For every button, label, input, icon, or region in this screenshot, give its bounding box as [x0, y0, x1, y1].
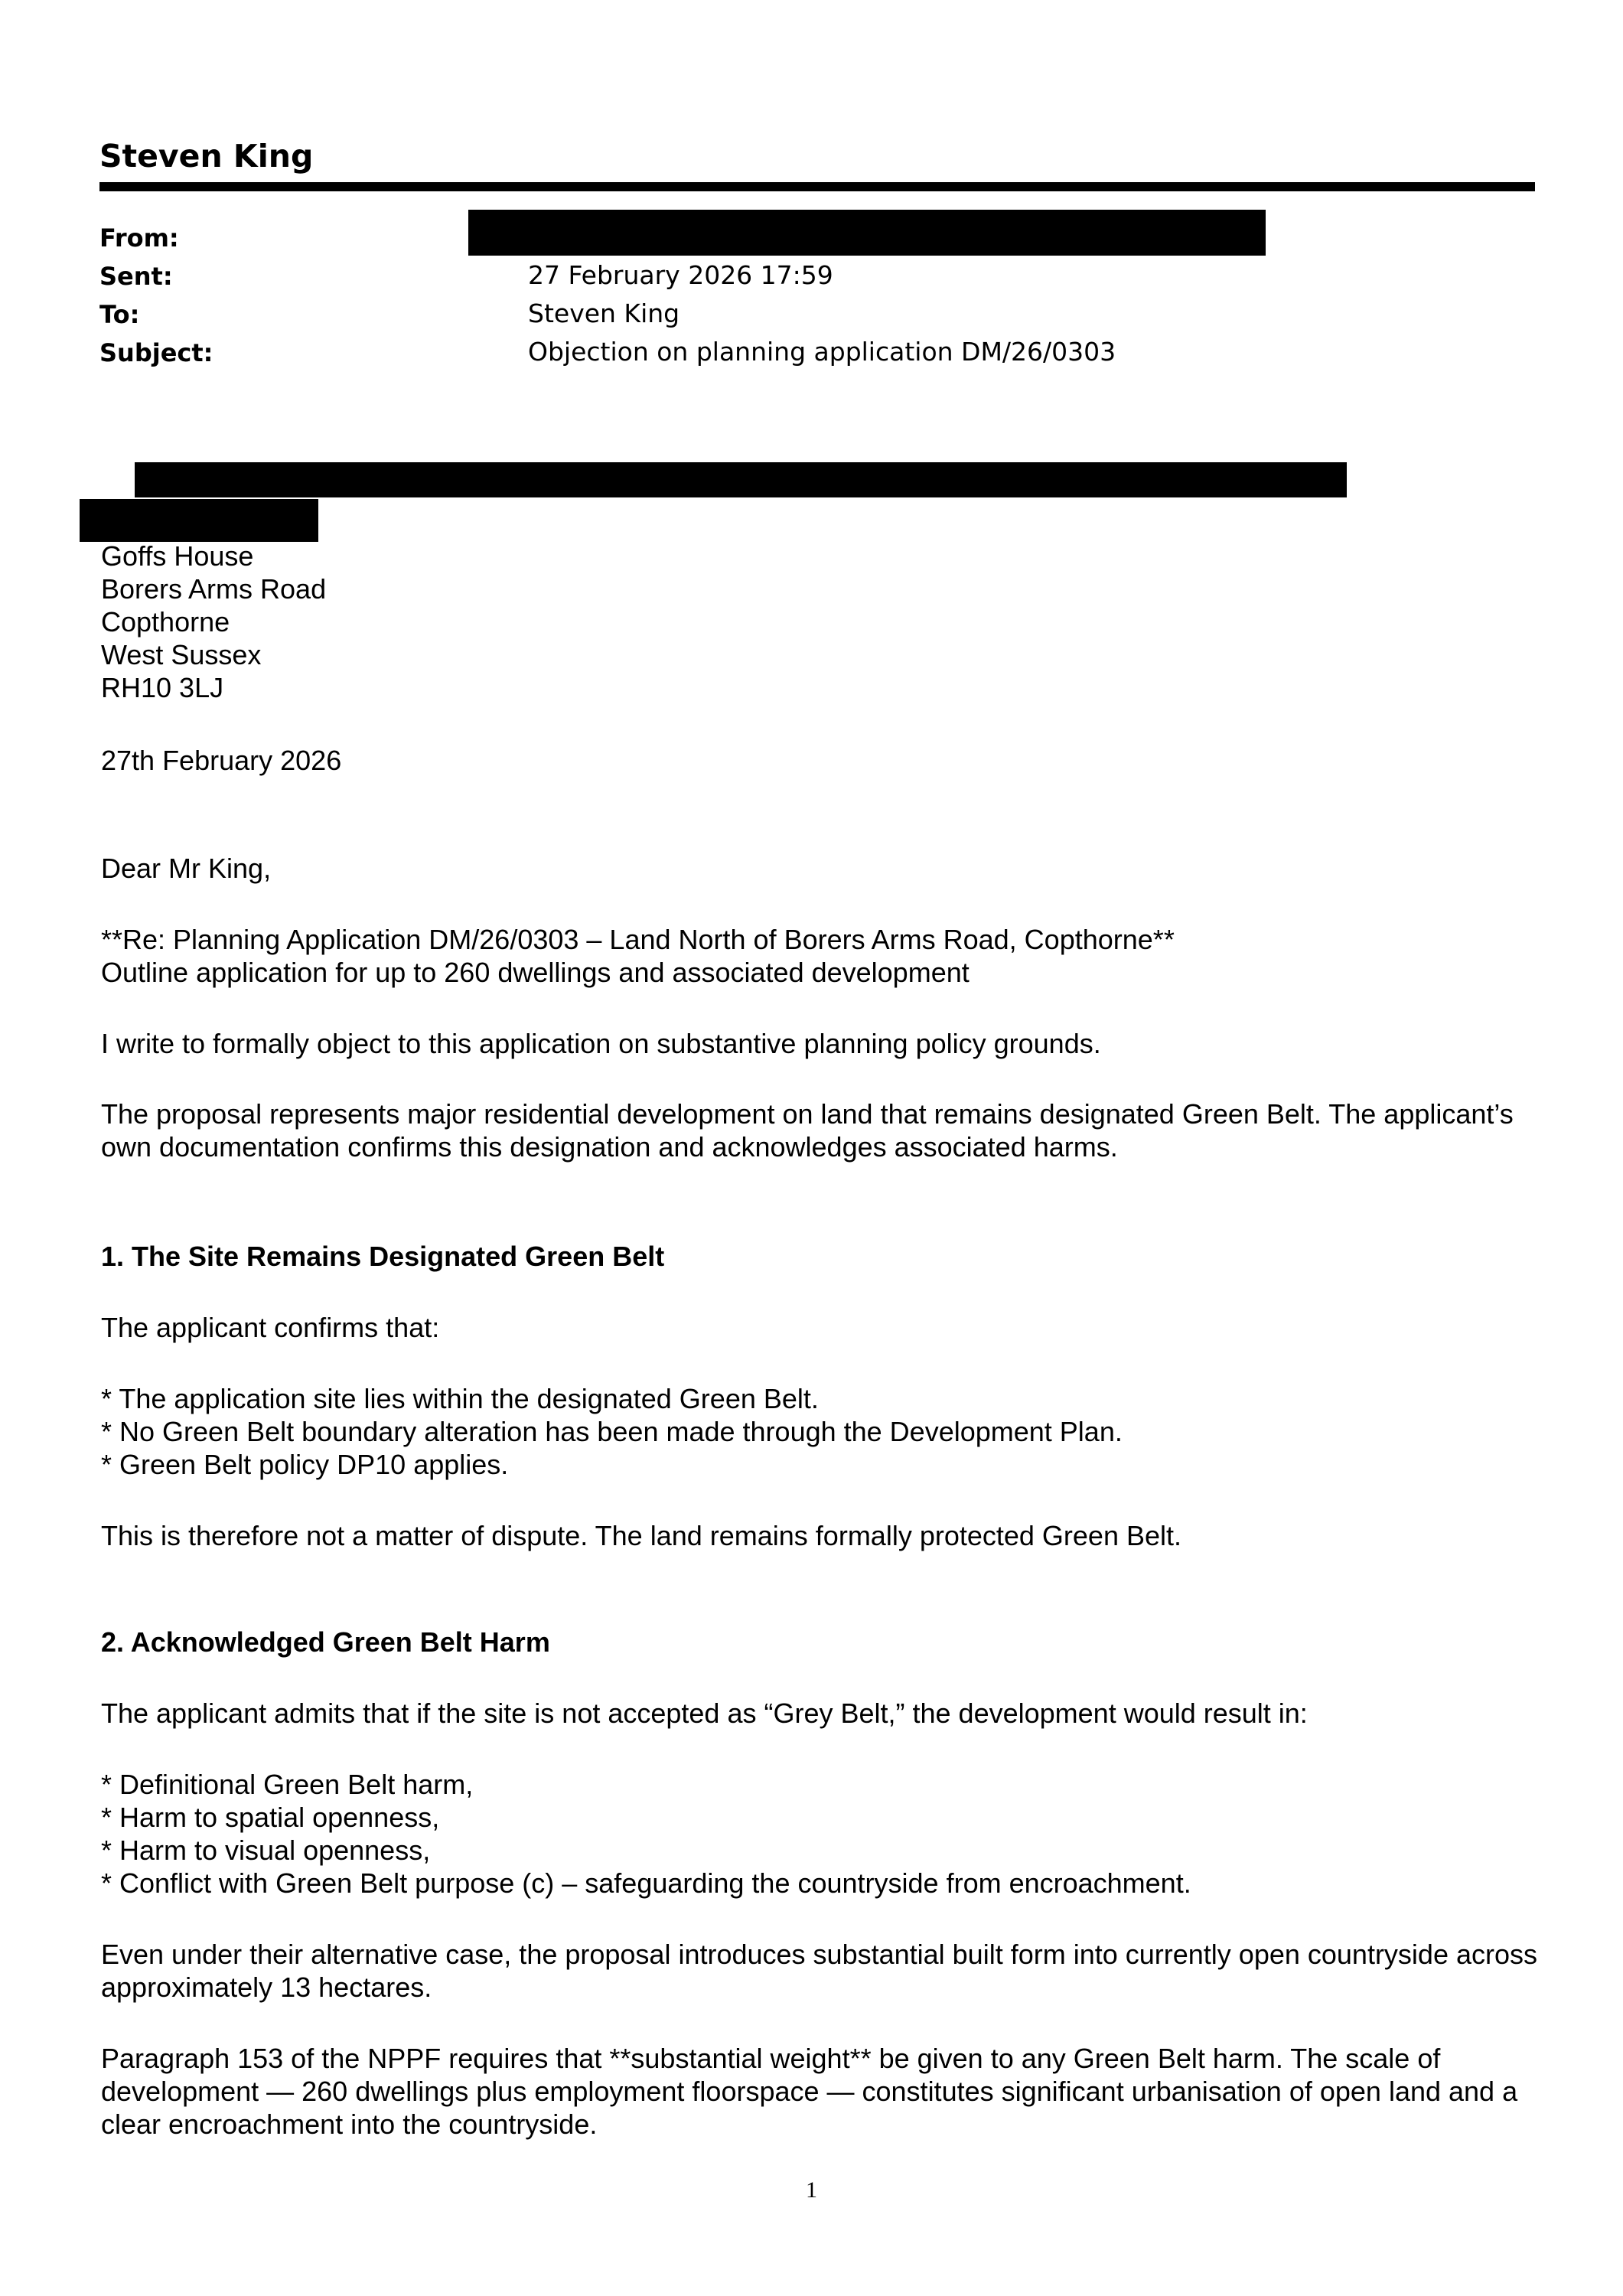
intro-paragraph-2: The proposal represents major residential development on land that remains designated Green Belt. The applicant’s own documentation confirms this designation and acknowledges associated harms. [101, 1098, 1514, 1163]
address-line: West Sussex [101, 639, 262, 670]
section-paragraph: Even under their alternative case, the proposal introduces substantial built form into currently open countryside across approximately 13 hectares. [101, 1939, 1538, 2003]
bullet-item: * Harm to spatial openness, [101, 1802, 440, 1833]
redacted-from-address [468, 210, 1266, 256]
sent-label: Sent: [99, 262, 173, 291]
re-line: **Re: Planning Application DM/26/0303 – Land North of Borers Arms Road, Copthorne** [101, 924, 1175, 955]
to-label: To: [99, 300, 140, 329]
sent-value: 27 February 2026 17:59 [528, 260, 833, 290]
sender-name: Steven King [99, 138, 314, 174]
bullet-item: * Green Belt policy DP10 applies. [101, 1449, 509, 1480]
intro-paragraph: I write to formally object to this application on substantive planning policy grounds. [101, 1028, 1101, 1059]
re-subline: Outline application for up to 260 dwellings and associated development [101, 957, 970, 988]
to-value: Steven King [528, 298, 680, 328]
redacted-sender-line-2 [80, 499, 318, 542]
section-lead: The applicant admits that if the site is not accepted as “Grey Belt,” the development would result in: [101, 1698, 1308, 1729]
bullet-item: * No Green Belt boundary alteration has been made through the Development Plan. [101, 1416, 1123, 1447]
bullet-item: * Harm to visual openness, [101, 1835, 431, 1866]
address-line: Borers Arms Road [101, 573, 327, 605]
section-heading: 2. Acknowledged Green Belt Harm [101, 1626, 550, 1658]
subject-value: Objection on planning application DM/26/0303 [528, 337, 1116, 367]
section-conclusion: This is therefore not a matter of dispute. The land remains formally protected Green Belt. [101, 1520, 1182, 1551]
page-number: 1 [806, 2177, 817, 2203]
section-heading: 1. The Site Remains Designated Green Belt [101, 1241, 665, 1272]
bullet-item: * Definitional Green Belt harm, [101, 1769, 474, 1800]
letter-date: 27th February 2026 [101, 745, 342, 776]
section-lead: The applicant confirms that: [101, 1312, 440, 1343]
subject-label: Subject: [99, 338, 213, 367]
bullet-item: * Conflict with Green Belt purpose (c) – safeguarding the countryside from encroachment. [101, 1867, 1191, 1899]
header-divider [99, 182, 1535, 191]
salutation: Dear Mr King, [101, 853, 272, 884]
bullet-item: * The application site lies within the designated Green Belt. [101, 1383, 819, 1414]
section-paragraph: Paragraph 153 of the NPPF requires that **substantial weight** be given to any Green Belt harm. The scale of development — 260 dwellings plus employment floorspace — constitutes significant urbanisation of open land and a clear encroachment into the countryside. [101, 2043, 1518, 2140]
address-line: Copthorne [101, 606, 230, 638]
redacted-sender-line [135, 462, 1347, 497]
address-line: RH10 3LJ [101, 672, 224, 703]
address-line: Goffs House [101, 540, 254, 572]
from-label: From: [99, 223, 179, 253]
